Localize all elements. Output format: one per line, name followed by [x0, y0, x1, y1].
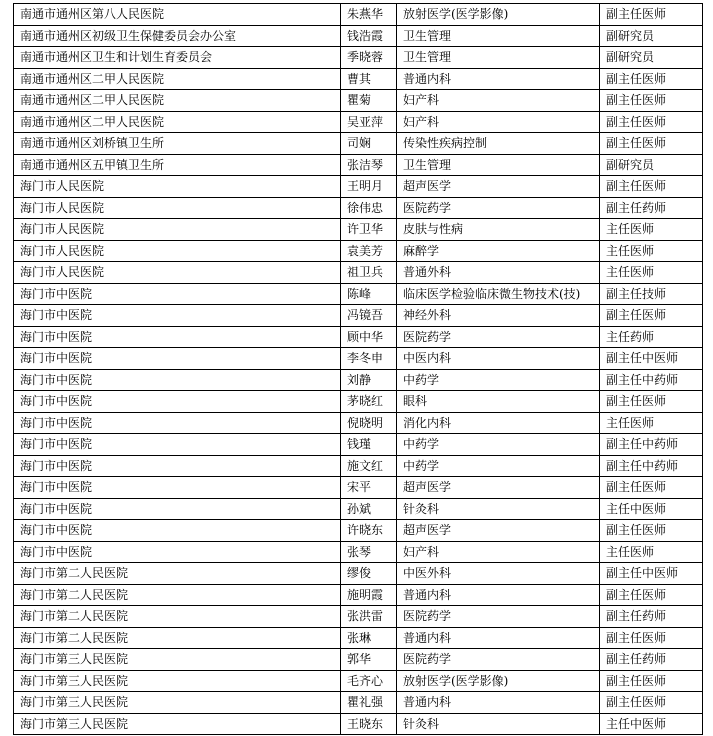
- unit-cell: 海门市中医院: [14, 326, 341, 348]
- title-cell: 副主任医师: [600, 90, 703, 112]
- table-row: [14, 520, 703, 542]
- unit-cell: 海门市第二人民医院: [14, 606, 341, 628]
- name-cell: 吴亚萍: [341, 111, 397, 133]
- name-cell: 顾中华: [341, 326, 397, 348]
- name-cell: 许晓东: [341, 520, 397, 542]
- name-cell: 钱浩霞: [341, 25, 397, 47]
- table-row: [14, 262, 703, 284]
- title-cell: 副主任医师: [600, 692, 703, 714]
- unit-cell: 海门市第三人民医院: [14, 713, 341, 735]
- title-cell: 副主任医师: [600, 111, 703, 133]
- title-cell: 副主任医师: [600, 133, 703, 155]
- unit-cell: 南通市通州区刘桥镇卫生所: [14, 133, 341, 155]
- unit-cell: 海门市第三人民医院: [14, 692, 341, 714]
- unit-cell: 海门市中医院: [14, 348, 341, 370]
- unit-cell: 南通市通州区第八人民医院: [14, 4, 341, 26]
- roster-table: [13, 3, 703, 735]
- specialty-cell: 消化内科: [397, 412, 600, 434]
- unit-cell: 南通市通州区卫生和计划生育委员会: [14, 47, 341, 69]
- unit-cell: 海门市中医院: [14, 520, 341, 542]
- unit-cell: 海门市中医院: [14, 434, 341, 456]
- title-cell: 副主任医师: [600, 4, 703, 26]
- title-cell: 副主任药师: [600, 649, 703, 671]
- unit-cell: 海门市第二人民医院: [14, 563, 341, 585]
- table-row: [14, 68, 703, 90]
- table-row: [14, 240, 703, 262]
- title-cell: 副主任医师: [600, 584, 703, 606]
- specialty-cell: 针灸科: [397, 713, 600, 735]
- name-cell: 郭华: [341, 649, 397, 671]
- specialty-cell: 中医内科: [397, 348, 600, 370]
- specialty-cell: 临床医学检验临床微生物技术(技): [397, 283, 600, 305]
- table-row: [14, 47, 703, 69]
- name-cell: 施明霞: [341, 584, 397, 606]
- title-cell: 主任医师: [600, 219, 703, 241]
- title-cell: 副研究员: [600, 25, 703, 47]
- table-row: [14, 176, 703, 198]
- table-row: [14, 455, 703, 477]
- unit-cell: 南通市通州区二甲人民医院: [14, 68, 341, 90]
- specialty-cell: 卫生管理: [397, 25, 600, 47]
- unit-cell: 海门市中医院: [14, 369, 341, 391]
- specialty-cell: 中医外科: [397, 563, 600, 585]
- table-row: [14, 305, 703, 327]
- specialty-cell: 妇产科: [397, 111, 600, 133]
- title-cell: 副主任技师: [600, 283, 703, 305]
- unit-cell: 海门市第三人民医院: [14, 649, 341, 671]
- title-cell: 副主任医师: [600, 670, 703, 692]
- specialty-cell: 眼科: [397, 391, 600, 413]
- table-row: [14, 391, 703, 413]
- unit-cell: 海门市中医院: [14, 412, 341, 434]
- specialty-cell: 普通内科: [397, 584, 600, 606]
- specialty-cell: 麻醉学: [397, 240, 600, 262]
- unit-cell: 海门市人民医院: [14, 262, 341, 284]
- name-cell: 宋平: [341, 477, 397, 499]
- unit-cell: 南通市通州区二甲人民医院: [14, 111, 341, 133]
- roster-body: [14, 4, 703, 735]
- name-cell: 毛齐心: [341, 670, 397, 692]
- title-cell: 副主任医师: [600, 68, 703, 90]
- unit-cell: 海门市中医院: [14, 305, 341, 327]
- specialty-cell: 医院药学: [397, 326, 600, 348]
- unit-cell: 海门市中医院: [14, 541, 341, 563]
- name-cell: 司娴: [341, 133, 397, 155]
- specialty-cell: 超声医学: [397, 176, 600, 198]
- name-cell: 李冬申: [341, 348, 397, 370]
- title-cell: 副主任医师: [600, 520, 703, 542]
- title-cell: 主任中医师: [600, 713, 703, 735]
- name-cell: 孙斌: [341, 498, 397, 520]
- specialty-cell: 超声医学: [397, 477, 600, 499]
- specialty-cell: 医院药学: [397, 197, 600, 219]
- specialty-cell: 中药学: [397, 369, 600, 391]
- unit-cell: 海门市中医院: [14, 498, 341, 520]
- table-row: [14, 283, 703, 305]
- specialty-cell: 放射医学(医学影像): [397, 670, 600, 692]
- name-cell: 张洪雷: [341, 606, 397, 628]
- unit-cell: 海门市中医院: [14, 391, 341, 413]
- title-cell: 副主任医师: [600, 391, 703, 413]
- table-row: [14, 412, 703, 434]
- specialty-cell: 中药学: [397, 455, 600, 477]
- title-cell: 副主任中医师: [600, 348, 703, 370]
- name-cell: 缪俊: [341, 563, 397, 585]
- table-row: [14, 606, 703, 628]
- title-cell: 副主任医师: [600, 477, 703, 499]
- title-cell: 副研究员: [600, 47, 703, 69]
- specialty-cell: 神经外科: [397, 305, 600, 327]
- name-cell: 曹其: [341, 68, 397, 90]
- title-cell: 副主任药师: [600, 606, 703, 628]
- name-cell: 瞿菊: [341, 90, 397, 112]
- unit-cell: 南通市通州区初级卫生保健委员会办公室: [14, 25, 341, 47]
- unit-cell: 海门市人民医院: [14, 219, 341, 241]
- table-row: [14, 4, 703, 26]
- specialty-cell: 放射医学(医学影像): [397, 4, 600, 26]
- name-cell: 茅晓红: [341, 391, 397, 413]
- name-cell: 张洁琴: [341, 154, 397, 176]
- table-row: [14, 649, 703, 671]
- title-cell: 副主任医师: [600, 305, 703, 327]
- title-cell: 副主任中药师: [600, 434, 703, 456]
- title-cell: 主任医师: [600, 412, 703, 434]
- unit-cell: 海门市中医院: [14, 455, 341, 477]
- table-row: [14, 477, 703, 499]
- unit-cell: 海门市第二人民医院: [14, 584, 341, 606]
- title-cell: 副主任医师: [600, 627, 703, 649]
- title-cell: 副主任中药师: [600, 455, 703, 477]
- title-cell: 主任医师: [600, 240, 703, 262]
- name-cell: 冯镜吾: [341, 305, 397, 327]
- specialty-cell: 中药学: [397, 434, 600, 456]
- specialty-cell: 卫生管理: [397, 47, 600, 69]
- unit-cell: 南通市通州区二甲人民医院: [14, 90, 341, 112]
- name-cell: 徐伟忠: [341, 197, 397, 219]
- name-cell: 施文红: [341, 455, 397, 477]
- table-row: [14, 25, 703, 47]
- specialty-cell: 妇产科: [397, 541, 600, 563]
- name-cell: 许卫华: [341, 219, 397, 241]
- specialty-cell: 普通内科: [397, 68, 600, 90]
- table-row: [14, 219, 703, 241]
- unit-cell: 海门市人民医院: [14, 240, 341, 262]
- table-row: [14, 197, 703, 219]
- specialty-cell: 传染性疾病控制: [397, 133, 600, 155]
- table-row: [14, 498, 703, 520]
- specialty-cell: 医院药学: [397, 649, 600, 671]
- specialty-cell: 普通内科: [397, 627, 600, 649]
- table-row: [14, 434, 703, 456]
- title-cell: 副主任医师: [600, 176, 703, 198]
- name-cell: 朱燕华: [341, 4, 397, 26]
- specialty-cell: 医院药学: [397, 606, 600, 628]
- name-cell: 钱瑾: [341, 434, 397, 456]
- title-cell: 副主任中医师: [600, 563, 703, 585]
- specialty-cell: 针灸科: [397, 498, 600, 520]
- specialty-cell: 普通外科: [397, 262, 600, 284]
- unit-cell: 海门市第三人民医院: [14, 670, 341, 692]
- table-row: [14, 154, 703, 176]
- unit-cell: 海门市中医院: [14, 283, 341, 305]
- title-cell: 主任医师: [600, 541, 703, 563]
- unit-cell: 海门市人民医院: [14, 176, 341, 198]
- table-row: [14, 563, 703, 585]
- title-cell: 主任医师: [600, 262, 703, 284]
- table-row: [14, 713, 703, 735]
- name-cell: 张琳: [341, 627, 397, 649]
- name-cell: 王明月: [341, 176, 397, 198]
- title-cell: 主任中医师: [600, 498, 703, 520]
- name-cell: 张琴: [341, 541, 397, 563]
- specialty-cell: 超声医学: [397, 520, 600, 542]
- unit-cell: 海门市第二人民医院: [14, 627, 341, 649]
- name-cell: 王晓东: [341, 713, 397, 735]
- name-cell: 倪晓明: [341, 412, 397, 434]
- table-row: [14, 90, 703, 112]
- table-row: [14, 369, 703, 391]
- name-cell: 祖卫兵: [341, 262, 397, 284]
- name-cell: 袁美芳: [341, 240, 397, 262]
- name-cell: 陈峰: [341, 283, 397, 305]
- table-row: [14, 670, 703, 692]
- unit-cell: 海门市人民医院: [14, 197, 341, 219]
- table-row: [14, 326, 703, 348]
- name-cell: 季晓蓉: [341, 47, 397, 69]
- name-cell: 刘静: [341, 369, 397, 391]
- title-cell: 副主任药师: [600, 197, 703, 219]
- table-row: [14, 348, 703, 370]
- specialty-cell: 妇产科: [397, 90, 600, 112]
- table-row: [14, 692, 703, 714]
- unit-cell: 南通市通州区五甲镇卫生所: [14, 154, 341, 176]
- unit-cell: 海门市中医院: [14, 477, 341, 499]
- specialty-cell: 卫生管理: [397, 154, 600, 176]
- table-row: [14, 133, 703, 155]
- table-row: [14, 627, 703, 649]
- table-row: [14, 584, 703, 606]
- title-cell: 副研究员: [600, 154, 703, 176]
- title-cell: 主任药师: [600, 326, 703, 348]
- table-row: [14, 111, 703, 133]
- name-cell: 瞿礼强: [341, 692, 397, 714]
- specialty-cell: 普通内科: [397, 692, 600, 714]
- title-cell: 副主任中药师: [600, 369, 703, 391]
- specialty-cell: 皮肤与性病: [397, 219, 600, 241]
- table-row: [14, 541, 703, 563]
